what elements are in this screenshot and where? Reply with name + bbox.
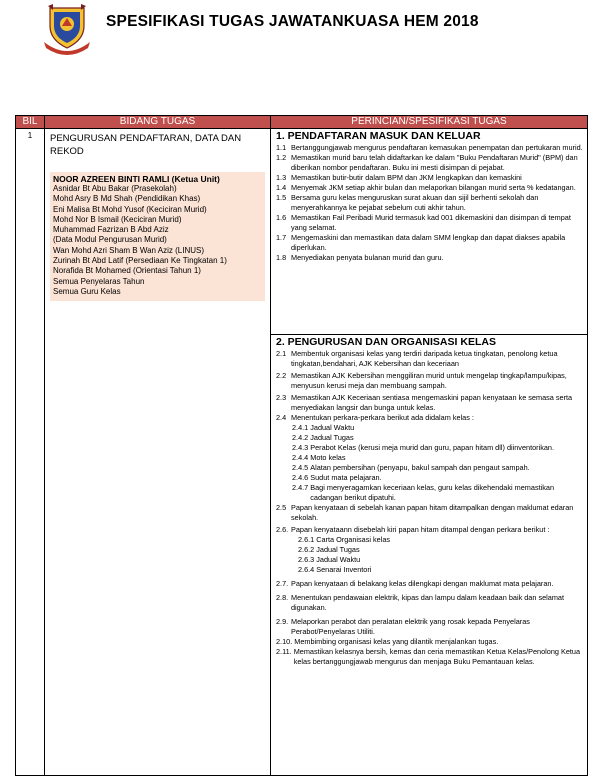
item-text: Melaporkan perabot dan peralatan elektrik yang rosak kepada Penyelaras Perabot/Penyelaras Utiliti.	[291, 617, 530, 636]
section-title: 2. PENGURUSAN DAN ORGANISASI KELAS	[276, 336, 496, 348]
item-text: Sudut mata pelajaran.	[310, 473, 382, 482]
item-number: 1.3	[276, 173, 287, 182]
list-item	[276, 423, 583, 433]
list-item	[276, 253, 583, 263]
school-crest-logo	[42, 4, 92, 56]
member-item: Semua Penyelaras Tahun	[53, 276, 145, 286]
member-item: Zurinah Bt Abd Latif (Persediaan Ke Tingkatan 1)	[53, 256, 227, 266]
bil-cell: 1	[16, 129, 45, 776]
item-number: 2.11.	[276, 647, 292, 656]
item-number: 2.4.2	[292, 433, 309, 442]
item-number: 2.6.2	[298, 545, 315, 554]
list-item	[276, 349, 583, 369]
item-number: 2.4.3	[292, 443, 309, 452]
column-header-perincian: PERINCIAN/SPESIFIKASI TUGAS	[271, 116, 588, 129]
item-number: 2.7.	[276, 579, 289, 588]
item-text: Bersama guru kelas menguruskan surat akuan dan sijil berhenti sekolah dan menyerahkannya ke pejabat sebelum cuti akhir tahun.	[291, 193, 539, 212]
member-item: Muhammad Fazrizan B Abd Aziz	[53, 225, 169, 235]
item-number: 2.4.4	[292, 453, 309, 462]
item-number: 1.7	[276, 233, 287, 242]
member-item: Mohd Asry B Md Shah (Pendidikan Khas)	[53, 194, 201, 204]
item-number: 2.4.7	[292, 483, 309, 492]
list-item	[276, 183, 583, 193]
section-title: 1. PENDAFTARAN MASUK DAN KELUAR	[276, 130, 481, 142]
member-item: (Data Modul Pengurusan Murid)	[53, 235, 167, 245]
item-text: Menentukan perkara-perkara berikut ada didalam kelas :	[291, 413, 474, 422]
list-item	[276, 545, 583, 555]
item-text: Jadual Waktu	[310, 423, 355, 432]
item-text: Memastikan kelasnya bersih, kemas dan ceria memastikan Ketua Kelas/Penolong Ketua kelas bertanggungjawab mengurus dan menjaga Buku Pemantauan kelas.	[293, 647, 581, 666]
item-number: 2.10.	[276, 637, 293, 646]
list-item	[276, 593, 583, 613]
section-class-organisation-cell	[271, 335, 588, 776]
unit-leader: NOOR AZREEN BINTI RAMLI (Ketua Unit)	[53, 174, 220, 184]
list-item	[276, 193, 583, 213]
list-item	[276, 393, 583, 413]
item-text: Papan kenyataan di sebelah kanan papan hitam ditampalkan dengan maklumat edaran sekolah.	[291, 503, 574, 522]
list-item	[276, 143, 583, 153]
item-text: Mengemaskini dan memastikan data dalam SMM lengkap dan dapat diakses apabila diperlukan.	[291, 233, 566, 252]
item-text: Perabot Kelas (kerusi meja murid dan guru, papan hitam dll) diinventorikan.	[310, 443, 554, 452]
member-item: Norafida Bt Mohamed (Orientasi Tahun 1)	[53, 266, 201, 276]
item-text: Carta Organisasi kelas	[316, 535, 391, 544]
item-text: Jadual Waktu	[316, 555, 361, 564]
item-text: Memastikan AJK Kebersihan menggiliran murid untuk mengelap tingkap/lampu/kipas, menyusun kerusi meja dan membuang sampah.	[291, 371, 567, 390]
item-number: 1.6	[276, 213, 287, 222]
item-text: Jadual Tugas	[316, 545, 360, 554]
item-number: 2.5	[276, 503, 287, 512]
item-text: Moto kelas	[310, 453, 346, 462]
member-item: Semua Guru Kelas	[53, 286, 121, 296]
list-item	[276, 153, 583, 173]
list-item	[276, 637, 583, 647]
item-number: 2.3	[276, 393, 287, 402]
item-text: Menyemak JKM setiap akhir bulan dan melaporkan bilangan murid serta % kedatangan.	[291, 183, 576, 192]
item-text: Senarai Inventori	[316, 565, 372, 574]
section-item-list	[276, 143, 583, 263]
list-item	[276, 555, 583, 565]
list-item	[276, 525, 583, 535]
item-number: 1.4	[276, 183, 287, 192]
list-item	[276, 617, 583, 637]
list-item	[276, 535, 583, 545]
member-item: Asnidar Bt Abu Bakar (Prasekolah)	[53, 184, 177, 193]
item-text: Jadual Tugas	[310, 433, 354, 442]
task-specification-table	[15, 115, 588, 776]
item-number: 2.6.4	[298, 565, 315, 574]
item-number: 1.1	[276, 143, 287, 152]
item-number: 2.6.1	[298, 535, 315, 544]
list-item	[276, 173, 583, 183]
list-item	[276, 463, 583, 473]
item-text: Memastikan butir-butir dalam BPM dan JKM lengkapkan dan kemaskini	[291, 173, 522, 182]
list-item	[276, 565, 583, 575]
member-item: Wan Mohd Azri Sham B Wan Aziz (LINUS)	[53, 245, 205, 255]
column-header-bidang-tugas: BIDANG TUGAS	[45, 116, 271, 129]
item-text: Alatan pembersihan (penyapu, bakul sampah dan pengaut sampah.	[310, 463, 530, 472]
item-text: Memastikan Fail Peribadi Murid termasuk kad 001 dikemaskini dan disimpan di tempat yang selamat.	[291, 213, 571, 232]
item-text: Papan kenyataan di belakang kelas dilengkapi dengan maklumat mata pelajaran.	[291, 579, 554, 588]
item-text: Memastikan AJK Keceriaan sentiasa mengemaskini papan kenyataan ke semasa serta menyediakan langsir dan bunga untuk kelas.	[291, 393, 573, 412]
item-number: 2.4.6	[292, 473, 309, 482]
bidang-tugas-cell	[45, 129, 271, 776]
member-item: Eni Malisa Bt Mohd Yusof (Keciciran Murid)	[53, 204, 207, 214]
section-registration-cell	[271, 129, 588, 335]
item-text: Membimbing organisasi kelas yang dilantik menjalankan tugas.	[294, 637, 499, 646]
item-number: 2.2	[276, 371, 287, 380]
column-header-bil: BIL	[16, 116, 45, 129]
committee-members-box	[50, 172, 265, 301]
member-item: Mohd Nor B Ismail (Keciciran Murid)	[53, 214, 182, 224]
item-number: 1.5	[276, 193, 287, 202]
list-item	[276, 503, 583, 523]
item-number: 2.4.1	[292, 423, 309, 432]
list-item	[276, 579, 583, 589]
item-number: 2.4	[276, 413, 287, 422]
list-item	[276, 233, 583, 253]
list-item	[276, 647, 583, 667]
table-header-row	[16, 116, 588, 129]
list-item	[276, 483, 583, 503]
list-item	[276, 213, 583, 233]
list-item	[276, 371, 583, 391]
item-number: 2.9.	[276, 617, 289, 626]
table-row	[16, 129, 588, 335]
list-item	[276, 453, 583, 463]
item-number: 2.8.	[276, 593, 289, 602]
item-text: Bertanggungjawab mengurus pendaftaran kemasukan penempatan dan pertukaran murid.	[291, 143, 583, 152]
item-text: Memastikan murid baru telah didaftarkan ke dalam "Buku Pendaftaran Murid" (BPM) dan diberikan nombor pendaftaran. Buku ini mesti disimpan di pejabat.	[291, 153, 578, 172]
list-item	[276, 443, 583, 453]
item-number: 2.1	[276, 349, 287, 358]
list-item	[276, 413, 583, 423]
item-number: 2.4.5	[292, 463, 309, 472]
item-number: 2.6.	[276, 525, 289, 534]
list-item	[276, 433, 583, 443]
item-text: Menentukan pendawaian elektrik, kipas dan lampu dalam keadaan baik dan selamat digunakan.	[291, 593, 564, 612]
item-text: Bagi menyeragamkan keceriaan kelas, guru kelas dikehendaki memastikan cadangan berikut dipatuhi.	[310, 483, 554, 502]
bidang-title: PENGURUSAN PENDAFTARAN, DATA DAN REKOD	[50, 133, 242, 157]
item-text: Menyediakan penyata bulanan murid dan guru.	[291, 253, 444, 262]
item-text: Membentuk organisasi kelas yang terdiri daripada ketua tingkatan, penolong ketua tingkatan,bendahari, AJK Kebersihan dan keceriaan	[291, 349, 558, 368]
item-number: 1.8	[276, 253, 287, 262]
list-item	[276, 473, 583, 483]
item-number: 1.2	[276, 153, 287, 162]
section-item-list	[276, 349, 583, 667]
document-title: SPESIFIKASI TUGAS JAWATANKUASA HEM 2018	[106, 13, 479, 30]
item-number: 2.6.3	[298, 555, 315, 564]
item-text: Papan kenyataann disebelah kiri papan hitam ditampal dengan perkara berikut :	[291, 525, 550, 534]
